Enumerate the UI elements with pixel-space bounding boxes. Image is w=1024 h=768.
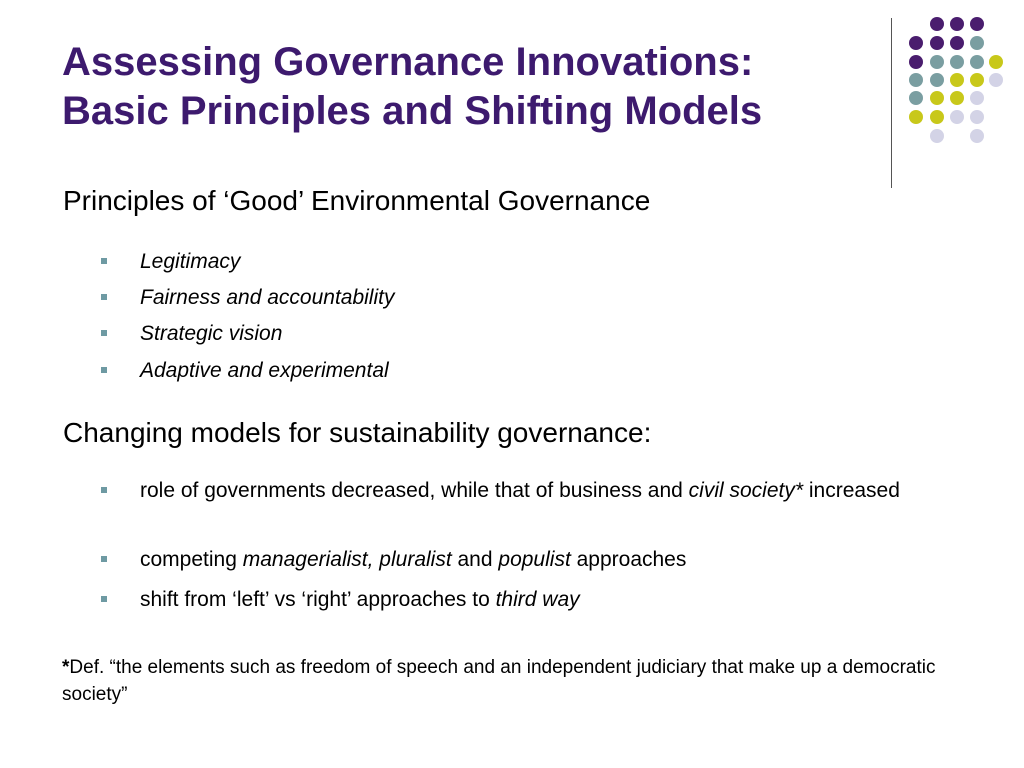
- decorative-dot: [909, 36, 923, 50]
- list-item-text: approaches: [570, 548, 687, 571]
- list-item: [140, 247, 240, 277]
- list-item-text: competing: [140, 548, 243, 571]
- list-item-text: Adaptive and experimental: [140, 359, 389, 382]
- list-item: [140, 545, 686, 575]
- decorative-dot: [970, 55, 984, 69]
- list-item-emphasis: managerialist, pluralist: [242, 548, 452, 571]
- decorative-dot: [909, 73, 923, 87]
- list-item: [140, 283, 394, 313]
- decorative-dot: [989, 73, 1003, 87]
- slide-title-line-1: Assessing Governance Innovations:: [62, 40, 754, 84]
- decorative-dot: [989, 55, 1003, 69]
- list-item: [140, 356, 389, 386]
- list-item-text: increased: [803, 479, 900, 502]
- decorative-dot: [930, 91, 944, 105]
- footnote: [62, 654, 962, 708]
- decorative-dot-grid: [0, 0, 1024, 200]
- models-heading: Changing models for sustainability governance:: [63, 417, 652, 448]
- decorative-dot: [909, 55, 923, 69]
- bullet-icon: [101, 258, 107, 264]
- decorative-dot: [950, 73, 964, 87]
- list-item-text: shift from ‘left’ vs ‘right’ approaches to: [140, 588, 496, 611]
- list-item-emphasis: civil society*: [688, 479, 804, 502]
- list-item-emphasis: populist: [498, 548, 571, 571]
- list-item: [140, 319, 282, 349]
- bullet-icon: [101, 487, 107, 493]
- bullet-icon: [101, 596, 107, 602]
- decorative-dot: [970, 110, 984, 124]
- decorative-dot: [930, 110, 944, 124]
- decorative-dot: [930, 55, 944, 69]
- principles-heading: Principles of ‘Good’ Environmental Governance: [63, 185, 651, 216]
- decorative-dot: [950, 36, 964, 50]
- list-item: [140, 585, 580, 615]
- list-item-emphasis: third way: [495, 588, 580, 611]
- decorative-dot: [930, 73, 944, 87]
- decorative-dot: [950, 55, 964, 69]
- list-item-text: and: [451, 548, 499, 571]
- decorative-dot: [970, 91, 984, 105]
- decorative-dot: [970, 129, 984, 143]
- decorative-dot: [950, 110, 964, 124]
- list-item-text: role of governments decreased, while that of business and: [140, 479, 689, 502]
- decorative-dot: [970, 73, 984, 87]
- decorative-dot: [970, 17, 984, 31]
- decorative-dot: [950, 91, 964, 105]
- decorative-dot: [909, 91, 923, 105]
- bullet-icon: [101, 294, 107, 300]
- decorative-dot: [930, 129, 944, 143]
- decorative-dot: [930, 17, 944, 31]
- list-item-text: Legitimacy: [140, 250, 241, 273]
- decorative-dot: [950, 17, 964, 31]
- list-item: [140, 476, 960, 506]
- bullet-icon: [101, 330, 107, 336]
- slide-title-line-2: Basic Principles and Shifting Models: [62, 89, 763, 133]
- decorative-dot: [930, 36, 944, 50]
- bullet-icon: [101, 367, 107, 373]
- list-item-text: Strategic vision: [140, 322, 283, 345]
- footnote-marker: *: [62, 657, 70, 678]
- bullet-icon: [101, 556, 107, 562]
- footnote-text: Def. “the elements such as freedom of speech and an independent judiciary that make up a democratic society”: [62, 657, 936, 705]
- decorative-dot: [970, 36, 984, 50]
- list-item-text: Fairness and accountability: [140, 286, 395, 309]
- decorative-dot: [909, 110, 923, 124]
